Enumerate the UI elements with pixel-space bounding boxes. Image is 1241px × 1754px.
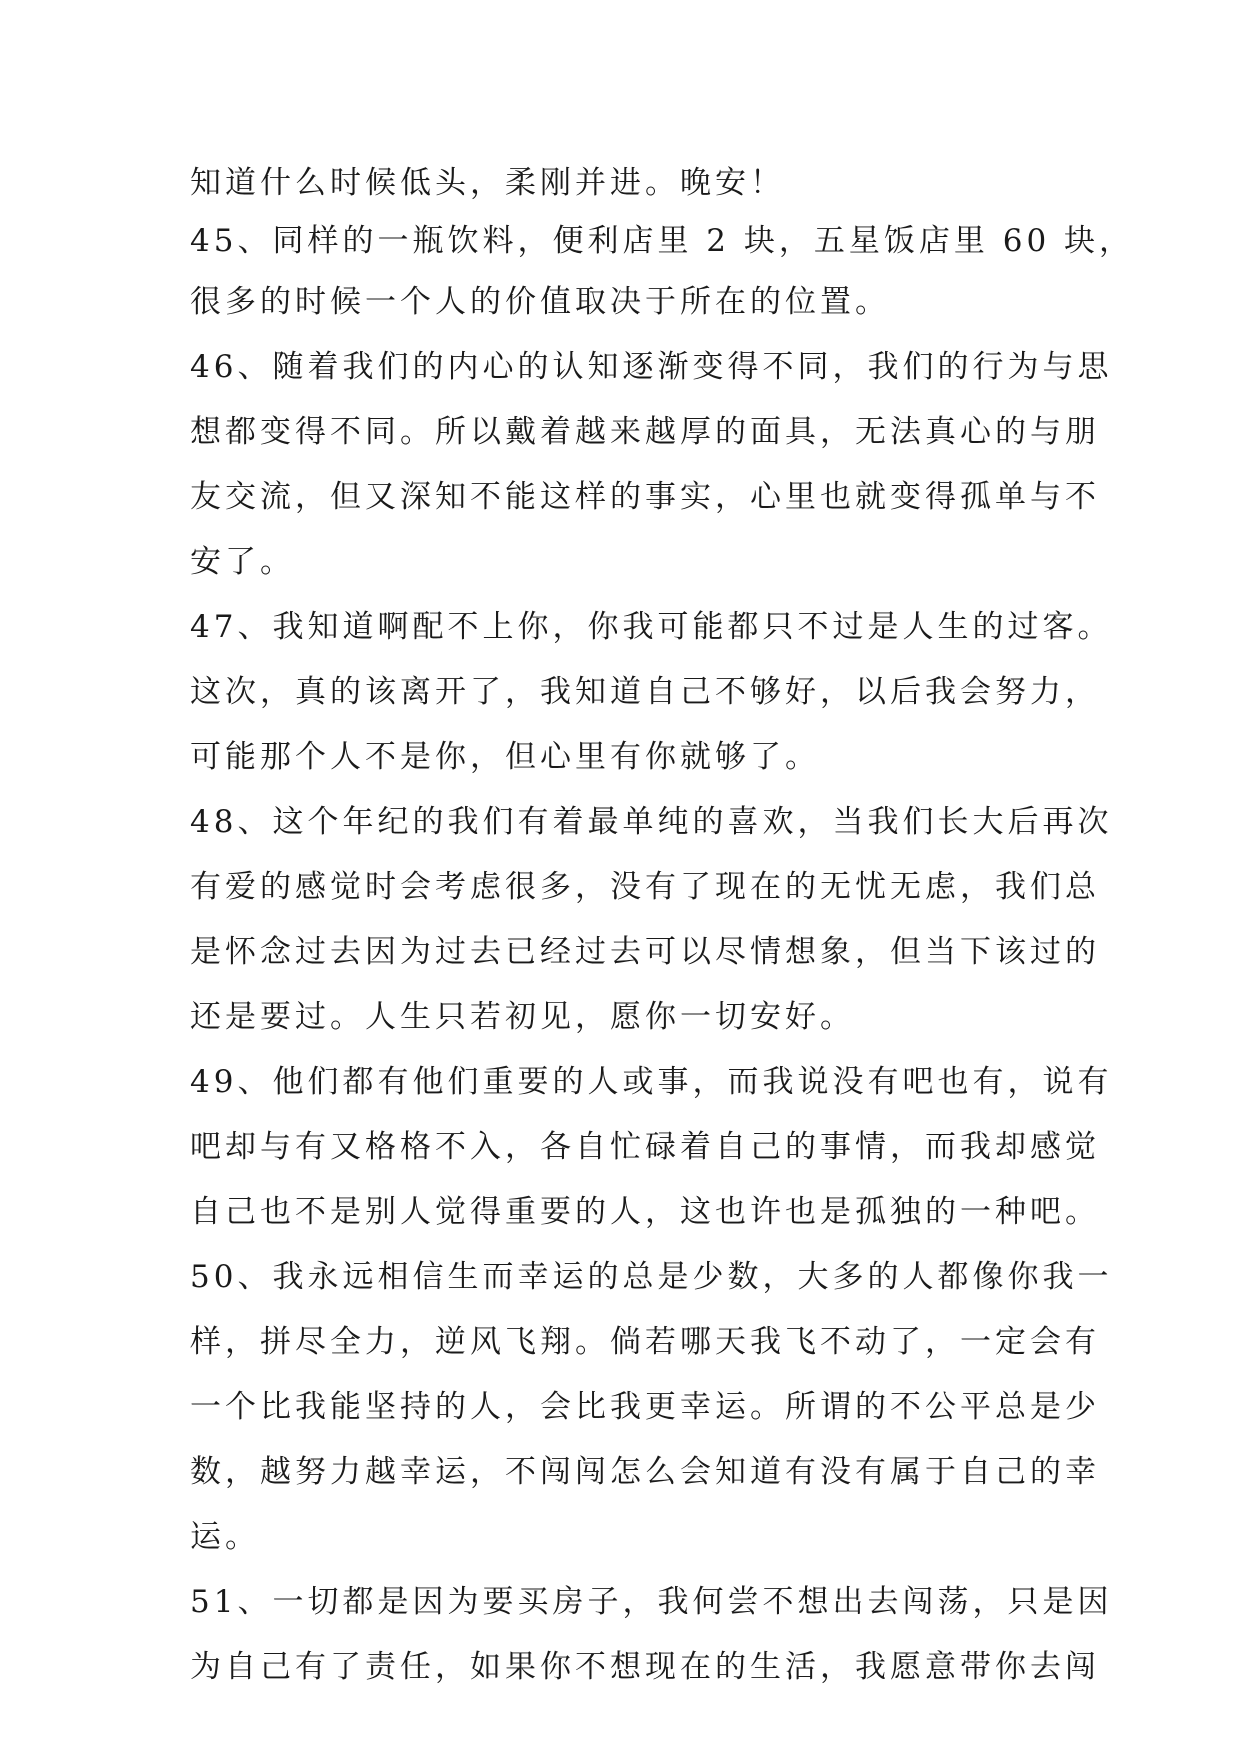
text-line: 运。 [190, 1519, 260, 1555]
text-line: 数，越努力越幸运，不闯闯怎么会知道有没有属于自己的幸 [190, 1454, 1100, 1490]
text-line: 自己也不是别人觉得重要的人，这也许也是孤独的一种吧。 [190, 1194, 1100, 1230]
document-body [190, 154, 1135, 1700]
text-line: 友交流，但又深知不能这样的事实，心里也就变得孤单与不 [190, 479, 1100, 515]
text-line: 47、我知道啊配不上你，你我可能都只不过是人生的过客。 [190, 609, 1113, 645]
text-line: 49、他们都有他们重要的人或事，而我说没有吧也有，说有 [190, 1064, 1113, 1100]
text-line: 50、我永远相信生而幸运的总是少数，大多的人都像你我一 [190, 1259, 1113, 1295]
text-line: 安了。 [190, 544, 295, 580]
text-line: 吧却与有又格格不入，各自忙碌着自己的事情，而我却感觉 [190, 1129, 1100, 1165]
text-line: 知道什么时候低头，柔刚并进。晚安！ [190, 165, 785, 201]
text-line: 46、随着我们的内心的认知逐渐变得不同，我们的行为与思 [190, 349, 1113, 385]
text-line: 45、同样的一瓶饮料，便利店里 2 块，五星饭店里 60 块， [190, 223, 1135, 259]
text-line: 还是要过。人生只若初见，愿你一切安好。 [190, 999, 855, 1035]
text-line: 有爱的感觉时会考虑很多，没有了现在的无忧无虑，我们总 [190, 869, 1100, 905]
text-line: 为自己有了责任，如果你不想现在的生活，我愿意带你去闯 [190, 1649, 1100, 1685]
text-line: 很多的时候一个人的价值取决于所在的位置。 [190, 284, 890, 320]
text-line: 51、一切都是因为要买房子，我何尝不想出去闯荡，只是因 [190, 1584, 1113, 1620]
text-line: 想都变得不同。所以戴着越来越厚的面具，无法真心的与朋 [190, 414, 1100, 450]
text-line: 可能那个人不是你，但心里有你就够了。 [190, 739, 820, 775]
text-line: 是怀念过去因为过去已经过去可以尽情想象，但当下该过的 [190, 934, 1100, 970]
text-line: 48、这个年纪的我们有着最单纯的喜欢，当我们长大后再次 [190, 804, 1113, 840]
text-line: 一个比我能坚持的人，会比我更幸运。所谓的不公平总是少 [190, 1389, 1100, 1425]
text-line: 样，拼尽全力，逆风飞翔。倘若哪天我飞不动了，一定会有 [190, 1324, 1100, 1360]
text-line: 这次，真的该离开了，我知道自己不够好，以后我会努力， [190, 674, 1100, 710]
